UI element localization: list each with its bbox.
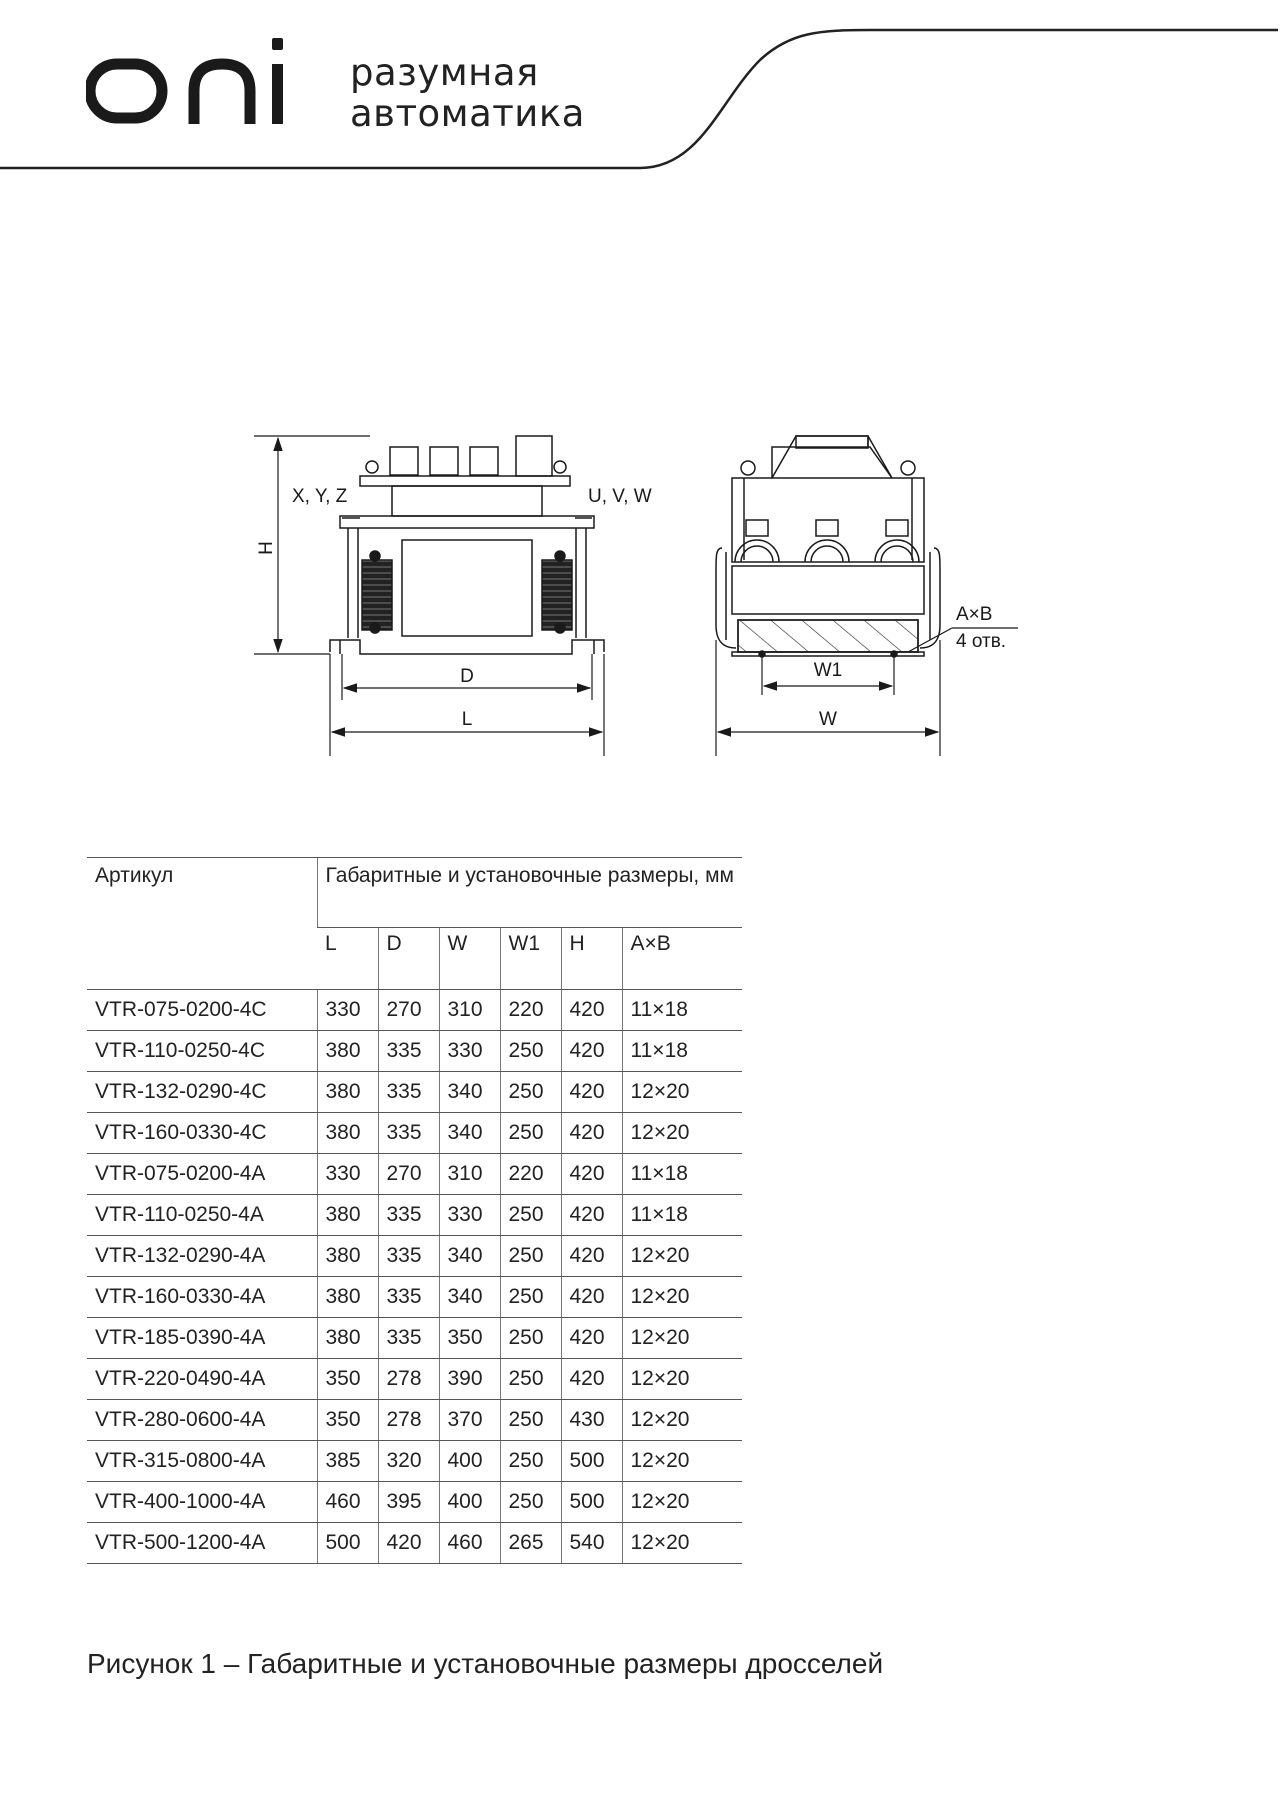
coil bbox=[542, 560, 572, 630]
cell-w1: 250 bbox=[500, 1441, 561, 1482]
article-cell: VTR-220-0490-4A bbox=[87, 1359, 317, 1400]
article-cell: VTR-075-0200-4A bbox=[87, 1154, 317, 1195]
cell-h: 420 bbox=[561, 1072, 622, 1113]
cell-h: 540 bbox=[561, 1523, 622, 1564]
side-view bbox=[716, 436, 940, 657]
hole-count-label: 4 отв. bbox=[956, 631, 1007, 652]
length-label: L bbox=[461, 709, 473, 730]
cell-w1: 265 bbox=[500, 1523, 561, 1564]
table-row bbox=[87, 1277, 742, 1318]
article-cell: VTR-110-0250-4A bbox=[87, 1195, 317, 1236]
article-cell: VTR-185-0390-4A bbox=[87, 1318, 317, 1359]
table-row bbox=[87, 1031, 742, 1072]
column-header-axb: A×B bbox=[622, 928, 742, 990]
cell-d: 335 bbox=[378, 1236, 439, 1277]
cell-l: 380 bbox=[317, 1031, 378, 1072]
figure-caption: Рисунок 1 – Габаритные и установочные размеры дросселей bbox=[87, 1648, 884, 1679]
article-cell: VTR-280-0600-4A bbox=[87, 1400, 317, 1441]
cell-w: 340 bbox=[439, 1236, 500, 1277]
cell-l: 380 bbox=[317, 1277, 378, 1318]
cell-w: 330 bbox=[439, 1031, 500, 1072]
cell-d: 335 bbox=[378, 1072, 439, 1113]
cell-axb: 12×20 bbox=[622, 1400, 742, 1441]
table-row bbox=[87, 1523, 742, 1564]
article-cell: VTR-075-0200-4C bbox=[87, 990, 317, 1031]
cell-w1: 220 bbox=[500, 1154, 561, 1195]
cell-d: 320 bbox=[378, 1441, 439, 1482]
cell-w: 350 bbox=[439, 1318, 500, 1359]
cell-w1: 220 bbox=[500, 990, 561, 1031]
cell-w: 460 bbox=[439, 1523, 500, 1564]
cell-l: 500 bbox=[317, 1523, 378, 1564]
cell-l: 330 bbox=[317, 990, 378, 1031]
cell-d: 270 bbox=[378, 990, 439, 1031]
cell-axb: 12×20 bbox=[622, 1482, 742, 1523]
cell-w: 310 bbox=[439, 990, 500, 1031]
cell-w: 330 bbox=[439, 1195, 500, 1236]
cell-w: 390 bbox=[439, 1359, 500, 1400]
table-row bbox=[87, 1195, 742, 1236]
cell-axb: 11×18 bbox=[622, 1154, 742, 1195]
cell-axb: 12×20 bbox=[622, 1277, 742, 1318]
cell-axb: 12×20 bbox=[622, 1359, 742, 1400]
column-header-w: W bbox=[439, 928, 500, 990]
cell-w1: 250 bbox=[500, 1031, 561, 1072]
article-cell: VTR-160-0330-4C bbox=[87, 1113, 317, 1154]
table-row bbox=[87, 1113, 742, 1154]
cell-h: 420 bbox=[561, 1031, 622, 1072]
cell-w: 400 bbox=[439, 1441, 500, 1482]
cell-w: 370 bbox=[439, 1400, 500, 1441]
hole-size-label: A×B bbox=[956, 604, 993, 625]
tagline-line2: автоматика bbox=[350, 92, 585, 135]
cell-w: 340 bbox=[439, 1113, 500, 1154]
cell-w1: 250 bbox=[500, 1400, 561, 1441]
right-terminals-label: U, V, W bbox=[588, 486, 652, 507]
height-label: H bbox=[256, 541, 277, 555]
cell-axb: 11×18 bbox=[622, 1195, 742, 1236]
dimensions-table bbox=[87, 857, 742, 1564]
cell-l: 350 bbox=[317, 1359, 378, 1400]
column-header-h: H bbox=[561, 928, 622, 990]
column-header-w1: W1 bbox=[500, 928, 561, 990]
cell-axb: 12×20 bbox=[622, 1236, 742, 1277]
cell-h: 420 bbox=[561, 990, 622, 1031]
cell-axb: 12×20 bbox=[622, 1441, 742, 1482]
table-row bbox=[87, 1359, 742, 1400]
tagline-line1: разумная bbox=[350, 51, 539, 94]
terminal-block bbox=[430, 447, 458, 475]
cell-axb: 11×18 bbox=[622, 990, 742, 1031]
cell-d: 278 bbox=[378, 1359, 439, 1400]
cell-h: 500 bbox=[561, 1482, 622, 1523]
table-row bbox=[87, 1400, 742, 1441]
table-row bbox=[87, 1441, 742, 1482]
cell-d: 335 bbox=[378, 1195, 439, 1236]
cell-w1: 250 bbox=[500, 1072, 561, 1113]
article-cell: VTR-132-0290-4A bbox=[87, 1236, 317, 1277]
cell-d: 335 bbox=[378, 1277, 439, 1318]
cell-w: 340 bbox=[439, 1072, 500, 1113]
cell-l: 380 bbox=[317, 1072, 378, 1113]
cell-w1: 250 bbox=[500, 1482, 561, 1523]
table-row bbox=[87, 990, 742, 1031]
terminal-block bbox=[470, 447, 498, 475]
dimension-w bbox=[716, 640, 940, 756]
front-view bbox=[330, 436, 604, 654]
mount-width-label: W1 bbox=[813, 660, 843, 681]
mount-distance-label: D bbox=[460, 666, 474, 687]
terminal-block bbox=[390, 447, 418, 475]
cell-d: 278 bbox=[378, 1400, 439, 1441]
table-row bbox=[87, 1482, 742, 1523]
article-cell: VTR-500-1200-4A bbox=[87, 1523, 317, 1564]
cell-l: 460 bbox=[317, 1482, 378, 1523]
cell-axb: 12×20 bbox=[622, 1523, 742, 1564]
group-header: Габаритные и установочные размеры, мм bbox=[317, 858, 742, 928]
cell-w1: 250 bbox=[500, 1318, 561, 1359]
cell-w: 400 bbox=[439, 1482, 500, 1523]
coil bbox=[362, 560, 392, 630]
cell-d: 335 bbox=[378, 1113, 439, 1154]
article-cell: VTR-315-0800-4A bbox=[87, 1441, 317, 1482]
cell-axb: 12×20 bbox=[622, 1113, 742, 1154]
cell-l: 350 bbox=[317, 1400, 378, 1441]
cell-axb: 12×20 bbox=[622, 1318, 742, 1359]
cell-d: 420 bbox=[378, 1523, 439, 1564]
dimension-drawing bbox=[0, 0, 1280, 780]
cell-w1: 250 bbox=[500, 1359, 561, 1400]
table-row bbox=[87, 1072, 742, 1113]
table-row bbox=[87, 1236, 742, 1277]
cell-w: 340 bbox=[439, 1277, 500, 1318]
cell-d: 270 bbox=[378, 1154, 439, 1195]
article-cell: VTR-110-0250-4C bbox=[87, 1031, 317, 1072]
cell-w1: 250 bbox=[500, 1236, 561, 1277]
cell-w1: 250 bbox=[500, 1195, 561, 1236]
cell-h: 420 bbox=[561, 1277, 622, 1318]
cell-h: 420 bbox=[561, 1154, 622, 1195]
cell-l: 380 bbox=[317, 1195, 378, 1236]
column-header-l: L bbox=[317, 928, 378, 990]
cell-l: 380 bbox=[317, 1236, 378, 1277]
cell-axb: 12×20 bbox=[622, 1072, 742, 1113]
article-header: Артикул bbox=[87, 858, 317, 990]
width-label: W bbox=[819, 709, 837, 730]
cell-w1: 250 bbox=[500, 1113, 561, 1154]
cell-l: 385 bbox=[317, 1441, 378, 1482]
cell-h: 420 bbox=[561, 1195, 622, 1236]
column-header-d: D bbox=[378, 928, 439, 990]
cell-h: 500 bbox=[561, 1441, 622, 1482]
cell-h: 420 bbox=[561, 1113, 622, 1154]
table-row bbox=[87, 1318, 742, 1359]
article-cell: VTR-132-0290-4C bbox=[87, 1072, 317, 1113]
left-terminals-label: X, Y, Z bbox=[292, 486, 348, 507]
cell-h: 420 bbox=[561, 1359, 622, 1400]
cell-h: 420 bbox=[561, 1318, 622, 1359]
article-cell: VTR-160-0330-4A bbox=[87, 1277, 317, 1318]
table-row bbox=[87, 1154, 742, 1195]
cell-w1: 250 bbox=[500, 1277, 561, 1318]
cell-h: 430 bbox=[561, 1400, 622, 1441]
cell-h: 420 bbox=[561, 1236, 622, 1277]
cell-l: 380 bbox=[317, 1113, 378, 1154]
cell-l: 380 bbox=[317, 1318, 378, 1359]
cell-d: 395 bbox=[378, 1482, 439, 1523]
cell-d: 335 bbox=[378, 1318, 439, 1359]
cell-d: 335 bbox=[378, 1031, 439, 1072]
cell-axb: 11×18 bbox=[622, 1031, 742, 1072]
article-cell: VTR-400-1000-4A bbox=[87, 1482, 317, 1523]
cell-l: 330 bbox=[317, 1154, 378, 1195]
cell-w: 310 bbox=[439, 1154, 500, 1195]
